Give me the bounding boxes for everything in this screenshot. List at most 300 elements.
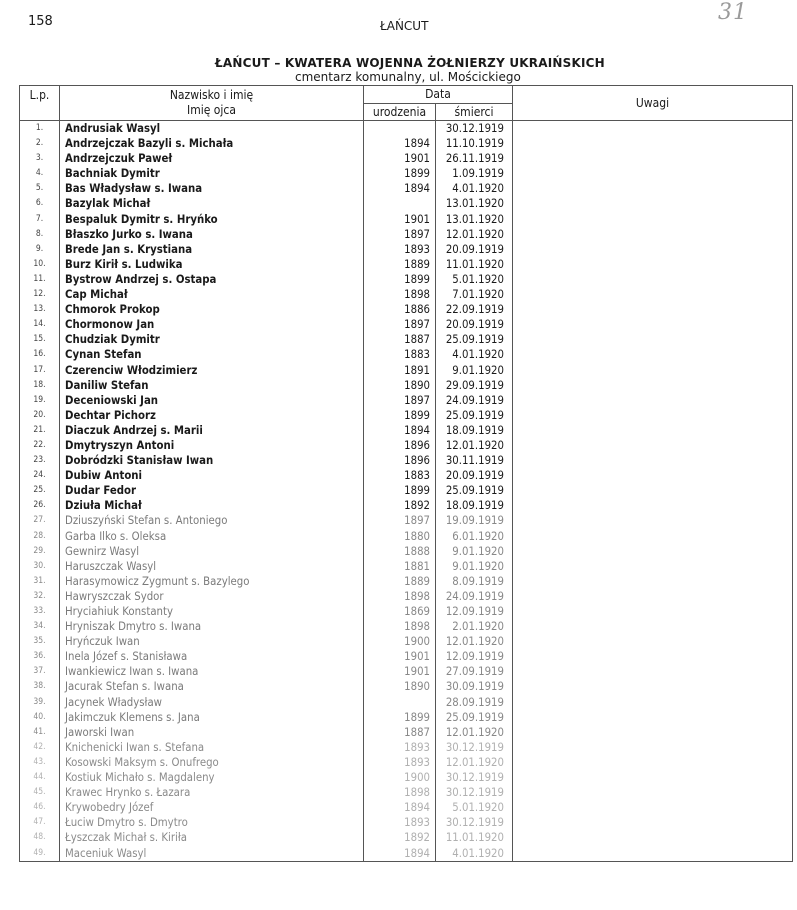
row-death-date: 12.01.1920 [436,725,513,740]
row-name: Andrusiak Wasyl [60,121,364,137]
header-notes: Uwagi [513,86,793,121]
row-birth-year: 1897 [364,393,436,408]
row-death-date: 25.09.1919 [436,332,513,347]
table-row [20,740,793,755]
row-death-date: 30.12.1919 [436,785,513,800]
row-birth-year: 1897 [364,227,436,242]
row-death-date: 9.01.1920 [436,544,513,559]
row-birth-year [364,121,436,137]
table-row [20,498,793,513]
row-birth-year: 1869 [364,604,436,619]
row-notes [513,363,793,378]
row-notes [513,302,793,317]
row-notes [513,619,793,634]
table-row [20,423,793,438]
row-name: Haruszczak Wasyl [60,559,364,574]
row-death-date: 12.09.1919 [436,604,513,619]
row-name: Dudar Fedor [60,483,364,498]
row-notes [513,649,793,664]
row-notes [513,634,793,649]
row-number: 22. [20,438,60,453]
table-row [20,574,793,589]
row-notes [513,468,793,483]
row-name: Hryniszak Dmytro s. Iwana [60,619,364,634]
row-notes [513,438,793,453]
header-death: śmierci [436,103,513,121]
handwritten-page-mark: 31 [718,0,748,25]
table-row [20,544,793,559]
row-birth-year: 1898 [364,287,436,302]
row-birth-year: 1900 [364,634,436,649]
document-title: ŁAŃCUT – KWATERA WOJENNA ŻOŁNIERZY UKRAIŃSKICH [215,56,605,70]
document-subtitle: cmentarz komunalny, ul. Mościckiego [295,70,521,84]
row-name: Jacynek Władysław [60,695,364,710]
row-name: Łyszczak Michał s. Kiriła [60,830,364,845]
row-death-date: 30.12.1919 [436,121,513,137]
row-birth-year: 1883 [364,347,436,362]
row-number: 18. [20,378,60,393]
row-number: 19. [20,393,60,408]
row-birth-year: 1889 [364,257,436,272]
table-row [20,196,793,211]
table-row [20,242,793,257]
row-number: 45. [20,785,60,800]
row-birth-year: 1898 [364,785,436,800]
row-number: 2. [20,136,60,151]
row-birth-year: 1893 [364,815,436,830]
row-name: Błaszko Jurko s. Iwana [60,227,364,242]
row-number: 34. [20,619,60,634]
row-birth-year: 1899 [364,166,436,181]
table-header [20,86,793,121]
row-notes [513,604,793,619]
row-number: 21. [20,423,60,438]
row-death-date: 6.01.1920 [436,529,513,544]
row-notes [513,483,793,498]
row-name: Burz Kirił s. Ludwika [60,257,364,272]
row-birth-year: 1893 [364,242,436,257]
row-notes [513,347,793,362]
row-name: Kosowski Maksym s. Onufrego [60,755,364,770]
table-row [20,755,793,770]
row-name: Chudziak Dymitr [60,332,364,347]
row-death-date: 24.09.1919 [436,393,513,408]
row-number: 11. [20,272,60,287]
table-row [20,121,793,137]
table-row [20,770,793,785]
row-death-date: 28.09.1919 [436,695,513,710]
row-death-date: 9.01.1920 [436,559,513,574]
row-death-date: 9.01.1920 [436,363,513,378]
row-notes [513,544,793,559]
row-name: Dmytryszyn Antoni [60,438,364,453]
row-number: 24. [20,468,60,483]
row-notes [513,242,793,257]
row-birth-year: 1898 [364,619,436,634]
row-death-date: 2.01.1920 [436,619,513,634]
row-name: Krawec Hrynko s. Łazara [60,785,364,800]
row-number: 25. [20,483,60,498]
row-name: Deceniowski Jan [60,393,364,408]
row-name: Iwankiewicz Iwan s. Iwana [60,664,364,679]
row-name: Garba Ilko s. Oleksa [60,529,364,544]
table-row [20,347,793,362]
row-notes [513,453,793,468]
row-name: Daniliw Stefan [60,378,364,393]
row-name: Chmorok Prokop [60,302,364,317]
row-notes [513,529,793,544]
row-number: 32. [20,589,60,604]
row-notes [513,589,793,604]
row-number: 7. [20,212,60,227]
row-number: 14. [20,317,60,332]
row-name: Brede Jan s. Krystiana [60,242,364,257]
table-row [20,725,793,740]
header-name-line1: Nazwisko i imię [169,88,254,102]
row-birth-year: 1896 [364,438,436,453]
row-name: Maceniuk Wasyl [60,846,364,862]
table-row [20,257,793,272]
row-number: 29. [20,544,60,559]
row-death-date: 5.01.1920 [436,800,513,815]
row-notes [513,710,793,725]
row-notes [513,740,793,755]
row-death-date: 12.01.1920 [436,634,513,649]
row-notes [513,136,793,151]
table-row [20,438,793,453]
row-death-date: 20.09.1919 [436,242,513,257]
row-name: Dziuła Michał [60,498,364,513]
row-notes [513,574,793,589]
table-row [20,227,793,242]
row-birth-year: 1892 [364,830,436,845]
row-notes [513,121,793,137]
row-birth-year: 1901 [364,664,436,679]
row-death-date: 12.09.1919 [436,649,513,664]
table-row [20,272,793,287]
row-name: Bazylak Michał [60,196,364,211]
row-name: Łuciw Dmytro s. Dmytro [60,815,364,830]
header-name [60,86,364,121]
row-birth-year: 1888 [364,544,436,559]
table-row [20,408,793,423]
row-death-date: 4.01.1920 [436,347,513,362]
row-death-date: 30.12.1919 [436,815,513,830]
table-row [20,181,793,196]
row-notes [513,212,793,227]
row-birth-year: 1881 [364,559,436,574]
row-notes [513,755,793,770]
row-death-date: 5.01.1920 [436,272,513,287]
row-notes [513,846,793,862]
row-death-date: 25.09.1919 [436,483,513,498]
row-notes [513,725,793,740]
row-notes [513,287,793,302]
row-name: Kostiuk Michało s. Magdaleny [60,770,364,785]
row-number: 3. [20,151,60,166]
row-birth-year: 1899 [364,483,436,498]
header-name-line2: Imię ojca [187,103,236,117]
row-number: 6. [20,196,60,211]
table-row [20,800,793,815]
row-death-date: 20.09.1919 [436,468,513,483]
row-number: 4. [20,166,60,181]
row-name: Dobródzki Stanisław Iwan [60,453,364,468]
burials-table [19,85,793,862]
row-number: 15. [20,332,60,347]
table-row [20,589,793,604]
row-death-date: 12.01.1920 [436,755,513,770]
row-birth-year: 1901 [364,649,436,664]
row-death-date: 25.09.1919 [436,408,513,423]
row-death-date: 30.12.1919 [436,770,513,785]
row-birth-year: 1893 [364,740,436,755]
row-birth-year: 1889 [364,574,436,589]
row-name: Inela Józef s. Stanisława [60,649,364,664]
row-name: Gewnirz Wasyl [60,544,364,559]
row-name: Knichenicki Iwan s. Stefana [60,740,364,755]
running-header: ŁAŃCUT [380,19,429,33]
row-name: Andrzejczak Bazyli s. Michała [60,136,364,151]
header-birth: urodzenia [364,103,436,121]
row-death-date: 11.10.1919 [436,136,513,151]
row-death-date: 30.11.1919 [436,453,513,468]
row-death-date: 11.01.1920 [436,257,513,272]
row-name: Bachniak Dymitr [60,166,364,181]
page-number: 158 [28,14,53,29]
table-row [20,649,793,664]
table-row [20,393,793,408]
row-birth-year: 1899 [364,272,436,287]
table-row [20,332,793,347]
row-death-date: 13.01.1920 [436,196,513,211]
row-number: 13. [20,302,60,317]
row-notes [513,423,793,438]
row-notes [513,196,793,211]
row-death-date: 30.09.1919 [436,679,513,694]
row-birth-year: 1894 [364,423,436,438]
row-number: 48. [20,830,60,845]
table-row [20,634,793,649]
row-number: 36. [20,649,60,664]
row-death-date: 30.12.1919 [436,740,513,755]
row-death-date: 19.09.1919 [436,513,513,528]
table-row [20,664,793,679]
row-name: Diaczuk Andrzej s. Marii [60,423,364,438]
row-death-date: 18.09.1919 [436,498,513,513]
row-death-date: 24.09.1919 [436,589,513,604]
row-death-date: 8.09.1919 [436,574,513,589]
row-name: Hryciahiuk Konstanty [60,604,364,619]
row-number: 41. [20,725,60,740]
row-death-date: 26.11.1919 [436,151,513,166]
table-row [20,619,793,634]
row-death-date: 27.09.1919 [436,664,513,679]
row-notes [513,227,793,242]
row-birth-year [364,695,436,710]
row-notes [513,393,793,408]
row-birth-year: 1887 [364,332,436,347]
row-birth-year: 1899 [364,408,436,423]
row-birth-year: 1897 [364,513,436,528]
row-number: 43. [20,755,60,770]
row-number: 37. [20,664,60,679]
row-name: Dubiw Antoni [60,468,364,483]
row-birth-year: 1900 [364,770,436,785]
row-death-date: 25.09.1919 [436,710,513,725]
table-row [20,212,793,227]
row-number: 20. [20,408,60,423]
row-death-date: 4.01.1920 [436,181,513,196]
table-row [20,317,793,332]
row-notes [513,815,793,830]
row-birth-year: 1890 [364,679,436,694]
row-notes [513,785,793,800]
row-birth-year: 1898 [364,589,436,604]
row-number: 40. [20,710,60,725]
row-name: Czerenciw Włodzimierz [60,363,364,378]
row-notes [513,830,793,845]
row-birth-year: 1880 [364,529,436,544]
table-row [20,483,793,498]
row-birth-year: 1894 [364,846,436,862]
table-row [20,468,793,483]
row-birth-year: 1887 [364,725,436,740]
row-birth-year: 1894 [364,800,436,815]
row-number: 5. [20,181,60,196]
row-number: 44. [20,770,60,785]
table-body [20,121,793,862]
row-notes [513,257,793,272]
row-notes [513,317,793,332]
row-number: 8. [20,227,60,242]
table-row [20,151,793,166]
row-notes [513,800,793,815]
row-notes [513,181,793,196]
row-death-date: 12.01.1920 [436,438,513,453]
table-row [20,166,793,181]
row-birth-year: 1901 [364,212,436,227]
row-name: Harasymowicz Zygmunt s. Bazylego [60,574,364,589]
row-birth-year: 1890 [364,378,436,393]
table-row [20,695,793,710]
table-row [20,604,793,619]
row-notes [513,151,793,166]
row-birth-year: 1886 [364,302,436,317]
table-row [20,830,793,845]
table-row [20,513,793,528]
table-row [20,785,793,800]
row-number: 27. [20,513,60,528]
row-name: Hryńczuk Iwan [60,634,364,649]
row-name: Dziuszyński Stefan s. Antoniego [60,513,364,528]
row-number: 26. [20,498,60,513]
header-lp: L.p. [20,86,60,121]
row-birth-year: 1901 [364,151,436,166]
row-number: 10. [20,257,60,272]
row-birth-year: 1891 [364,363,436,378]
row-birth-year: 1892 [364,498,436,513]
row-birth-year: 1883 [364,468,436,483]
row-death-date: 20.09.1919 [436,317,513,332]
table-row [20,710,793,725]
row-death-date: 22.09.1919 [436,302,513,317]
row-name: Cynan Stefan [60,347,364,362]
row-birth-year: 1893 [364,755,436,770]
row-name: Bas Władysław s. Iwana [60,181,364,196]
row-name: Bystrow Andrzej s. Ostapa [60,272,364,287]
row-name: Dechtar Pichorz [60,408,364,423]
row-number: 31. [20,574,60,589]
row-number: 1. [20,121,60,137]
row-number: 23. [20,453,60,468]
table-row [20,559,793,574]
row-notes [513,378,793,393]
row-death-date: 4.01.1920 [436,846,513,862]
row-name: Jaworski Iwan [60,725,364,740]
row-number: 46. [20,800,60,815]
row-birth-year: 1897 [364,317,436,332]
header-data: Data [364,86,513,104]
row-name: Jacurak Stefan s. Iwana [60,679,364,694]
row-number: 33. [20,604,60,619]
table-row [20,287,793,302]
table-row [20,136,793,151]
row-number: 39. [20,695,60,710]
row-death-date: 12.01.1920 [436,227,513,242]
row-name: Hawryszczak Sydor [60,589,364,604]
row-notes [513,559,793,574]
row-number: 28. [20,529,60,544]
row-birth-year: 1896 [364,453,436,468]
row-notes [513,498,793,513]
row-number: 16. [20,347,60,362]
row-number: 38. [20,679,60,694]
row-name: Jakimczuk Klemens s. Jana [60,710,364,725]
row-notes [513,695,793,710]
row-notes [513,166,793,181]
row-number: 47. [20,815,60,830]
row-notes [513,272,793,287]
row-notes [513,513,793,528]
row-name: Andrzejczuk Paweł [60,151,364,166]
table-row [20,529,793,544]
row-name: Chormonow Jan [60,317,364,332]
row-notes [513,770,793,785]
row-birth-year [364,196,436,211]
row-death-date: 18.09.1919 [436,423,513,438]
row-notes [513,408,793,423]
row-name: Cap Michał [60,287,364,302]
table-row [20,302,793,317]
table-row [20,378,793,393]
row-number: 17. [20,363,60,378]
row-number: 42. [20,740,60,755]
table-row [20,846,793,862]
table-row [20,363,793,378]
row-name: Bespaluk Dymitr s. Hryńko [60,212,364,227]
row-number: 35. [20,634,60,649]
table-row [20,679,793,694]
row-number: 30. [20,559,60,574]
row-birth-year: 1899 [364,710,436,725]
row-notes [513,332,793,347]
row-notes [513,664,793,679]
table-row [20,453,793,468]
row-birth-year: 1894 [364,136,436,151]
row-number: 9. [20,242,60,257]
row-number: 12. [20,287,60,302]
